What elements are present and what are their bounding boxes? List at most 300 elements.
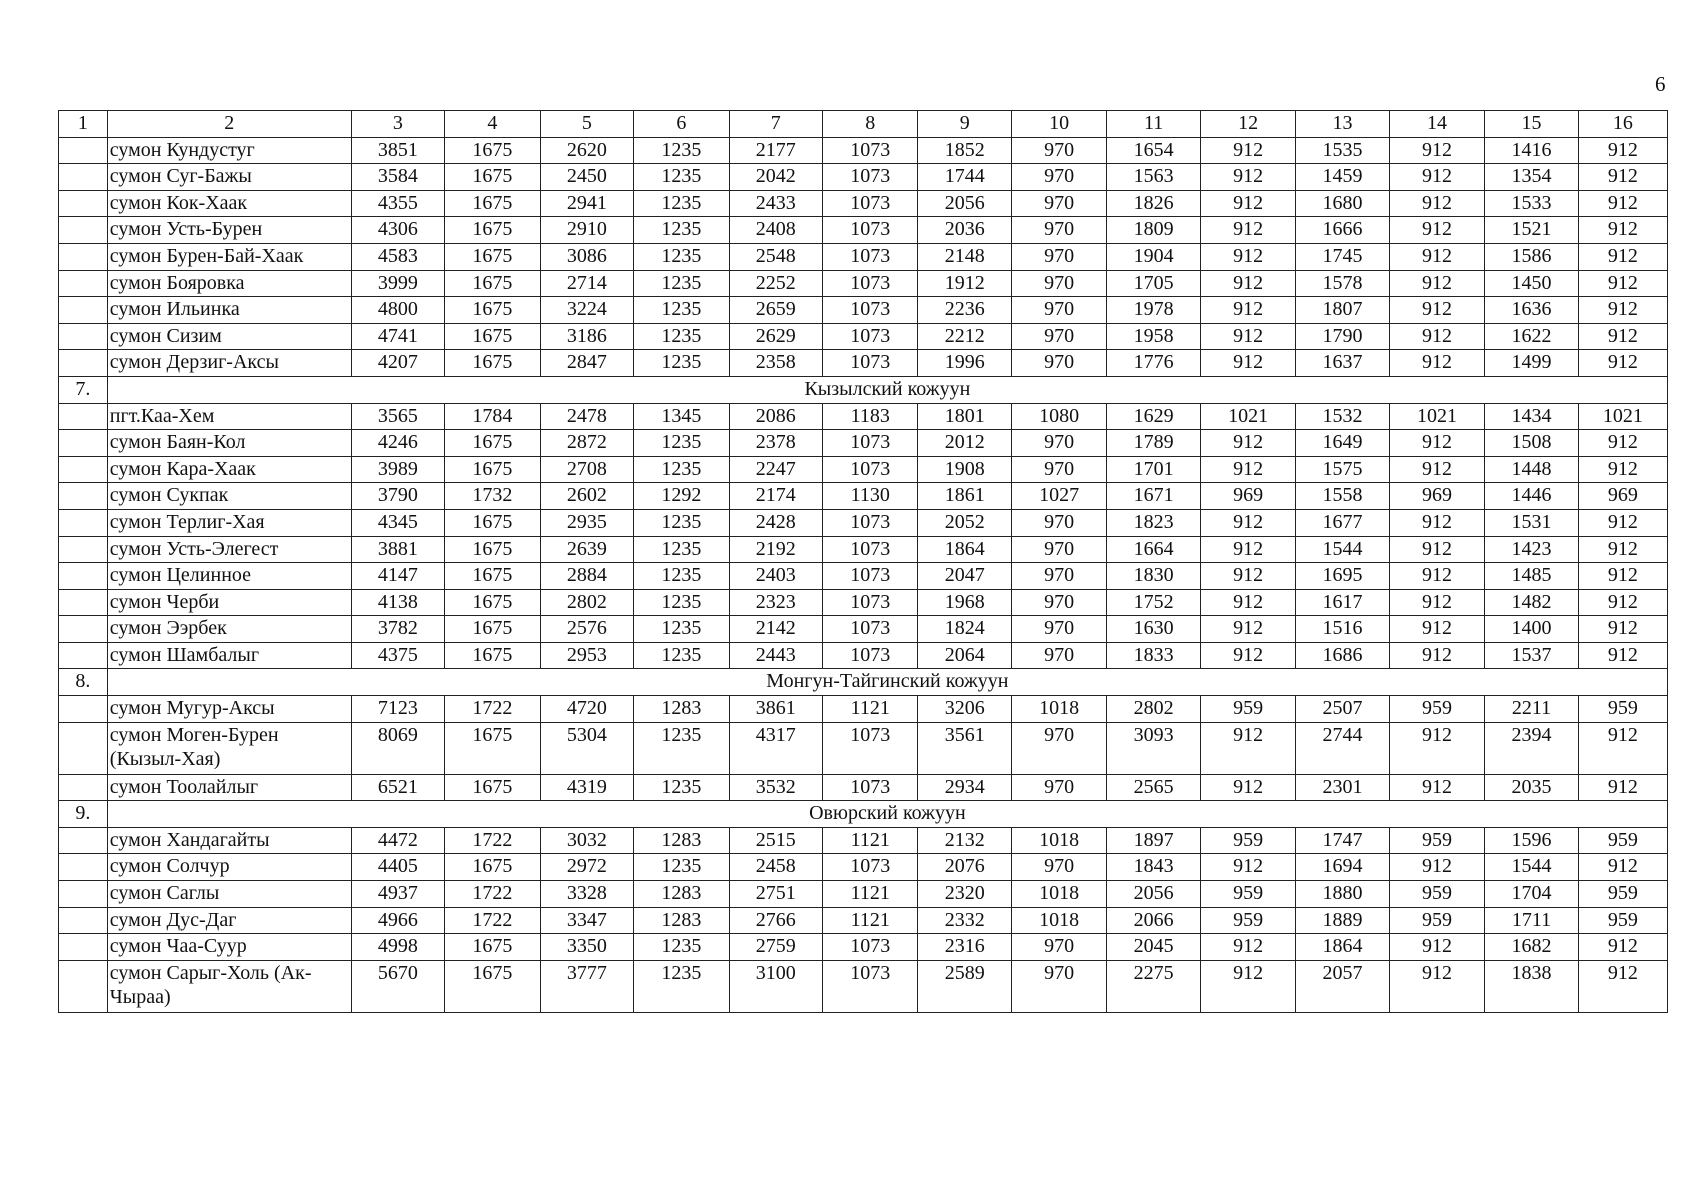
value-cell: 912 <box>1389 350 1485 377</box>
value-cell: 5304 <box>540 722 633 774</box>
value-cell: 970 <box>1011 217 1107 244</box>
row-number-cell <box>59 430 108 457</box>
section-row <box>59 801 1668 828</box>
value-cell: 1018 <box>1011 881 1107 908</box>
row-number-cell <box>59 960 108 1012</box>
value-cell: 1073 <box>822 563 918 590</box>
value-cell: 970 <box>1011 270 1107 297</box>
value-cell: 1833 <box>1107 642 1200 669</box>
value-cell: 1235 <box>634 350 730 377</box>
value-cell: 912 <box>1389 137 1485 164</box>
value-cell: 912 <box>1578 297 1667 324</box>
value-cell: 1021 <box>1389 403 1485 430</box>
value-cell: 3086 <box>540 243 633 270</box>
value-cell: 1978 <box>1107 297 1200 324</box>
value-cell: 970 <box>1011 589 1107 616</box>
value-cell: 1073 <box>822 323 918 350</box>
value-cell: 912 <box>1578 137 1667 164</box>
value-cell: 912 <box>1389 430 1485 457</box>
value-cell: 2620 <box>540 137 633 164</box>
column-header: 1 <box>59 111 108 138</box>
value-cell: 2056 <box>1107 881 1200 908</box>
value-cell: 1235 <box>634 297 730 324</box>
column-header: 9 <box>918 111 1011 138</box>
value-cell: 2192 <box>729 536 822 563</box>
value-cell: 912 <box>1200 854 1296 881</box>
value-cell: 1807 <box>1296 297 1389 324</box>
value-cell: 970 <box>1011 190 1107 217</box>
value-cell: 1705 <box>1107 270 1200 297</box>
value-cell: 1073 <box>822 270 918 297</box>
value-cell: 912 <box>1389 642 1485 669</box>
value-cell: 2086 <box>729 403 822 430</box>
section-number: 9. <box>59 801 108 828</box>
value-cell: 1073 <box>822 456 918 483</box>
settlement-name: сумон Черби <box>107 589 351 616</box>
value-cell: 1680 <box>1296 190 1389 217</box>
value-cell: 970 <box>1011 774 1107 801</box>
value-cell: 959 <box>1200 881 1296 908</box>
value-cell: 1235 <box>634 323 730 350</box>
value-cell: 3565 <box>351 403 444 430</box>
value-cell: 2443 <box>729 642 822 669</box>
settlement-name: сумон Бояровка <box>107 270 351 297</box>
value-cell: 1675 <box>445 774 541 801</box>
table-row <box>59 536 1668 563</box>
value-cell: 912 <box>1578 960 1667 1012</box>
value-cell: 1745 <box>1296 243 1389 270</box>
value-cell: 2332 <box>918 907 1011 934</box>
value-cell: 970 <box>1011 243 1107 270</box>
value-cell: 912 <box>1200 722 1296 774</box>
value-cell: 1843 <box>1107 854 1200 881</box>
value-cell: 1880 <box>1296 881 1389 908</box>
value-cell: 1121 <box>822 907 918 934</box>
value-cell: 912 <box>1200 536 1296 563</box>
value-cell: 1578 <box>1296 270 1389 297</box>
value-cell: 1637 <box>1296 350 1389 377</box>
column-header: 12 <box>1200 111 1296 138</box>
value-cell: 1073 <box>822 616 918 643</box>
value-cell: 1823 <box>1107 509 1200 536</box>
table-row <box>59 934 1668 961</box>
value-cell: 1912 <box>918 270 1011 297</box>
value-cell: 2548 <box>729 243 822 270</box>
value-cell: 2589 <box>918 960 1011 1012</box>
value-cell: 1446 <box>1485 483 1578 510</box>
value-cell: 1622 <box>1485 323 1578 350</box>
value-cell: 970 <box>1011 323 1107 350</box>
value-cell: 1675 <box>445 960 541 1012</box>
value-cell: 1459 <box>1296 164 1389 191</box>
value-cell: 912 <box>1200 589 1296 616</box>
value-cell: 1722 <box>445 827 541 854</box>
value-cell: 2012 <box>918 430 1011 457</box>
table-row <box>59 827 1668 854</box>
value-cell: 2056 <box>918 190 1011 217</box>
value-cell: 1544 <box>1485 854 1578 881</box>
value-cell: 1675 <box>445 270 541 297</box>
value-cell: 3350 <box>540 934 633 961</box>
value-cell: 1423 <box>1485 536 1578 563</box>
value-cell: 959 <box>1389 696 1485 723</box>
value-cell: 2275 <box>1107 960 1200 1012</box>
value-cell: 1675 <box>445 589 541 616</box>
value-cell: 912 <box>1389 589 1485 616</box>
value-cell: 2972 <box>540 854 633 881</box>
value-cell: 1021 <box>1578 403 1667 430</box>
value-cell: 1586 <box>1485 243 1578 270</box>
value-cell: 1235 <box>634 270 730 297</box>
value-cell: 912 <box>1389 722 1485 774</box>
value-cell: 1073 <box>822 642 918 669</box>
value-cell: 1073 <box>822 350 918 377</box>
section-row <box>59 669 1668 696</box>
value-cell: 912 <box>1578 774 1667 801</box>
value-cell: 2802 <box>540 589 633 616</box>
value-cell: 5670 <box>351 960 444 1012</box>
value-cell: 2450 <box>540 164 633 191</box>
settlement-name: сумон Кундустуг <box>107 137 351 164</box>
value-cell: 2047 <box>918 563 1011 590</box>
value-cell: 1996 <box>918 350 1011 377</box>
value-cell: 1629 <box>1107 403 1200 430</box>
value-cell: 1283 <box>634 907 730 934</box>
settlement-name: сумон Дус-Даг <box>107 907 351 934</box>
value-cell: 1535 <box>1296 137 1389 164</box>
column-header: 2 <box>107 111 351 138</box>
column-header: 14 <box>1389 111 1485 138</box>
value-cell: 1416 <box>1485 137 1578 164</box>
value-cell: 2064 <box>918 642 1011 669</box>
value-cell: 969 <box>1578 483 1667 510</box>
value-cell: 1747 <box>1296 827 1389 854</box>
value-cell: 2212 <box>918 323 1011 350</box>
value-cell: 969 <box>1389 483 1485 510</box>
row-number-cell <box>59 722 108 774</box>
value-cell: 1235 <box>634 456 730 483</box>
value-cell: 4345 <box>351 509 444 536</box>
value-cell: 1904 <box>1107 243 1200 270</box>
table-row <box>59 907 1668 934</box>
value-cell: 1666 <box>1296 217 1389 244</box>
value-cell: 3224 <box>540 297 633 324</box>
table-row <box>59 164 1668 191</box>
value-cell: 1630 <box>1107 616 1200 643</box>
row-number-cell <box>59 881 108 908</box>
table-row <box>59 483 1668 510</box>
value-cell: 2910 <box>540 217 633 244</box>
row-number-cell <box>59 696 108 723</box>
value-cell: 1789 <box>1107 430 1200 457</box>
value-cell: 1695 <box>1296 563 1389 590</box>
value-cell: 912 <box>1389 774 1485 801</box>
page-number: 6 <box>1655 72 1666 96</box>
value-cell: 912 <box>1389 323 1485 350</box>
value-cell: 1864 <box>918 536 1011 563</box>
row-number-cell <box>59 217 108 244</box>
table-row <box>59 270 1668 297</box>
value-cell: 1701 <box>1107 456 1200 483</box>
value-cell: 2042 <box>729 164 822 191</box>
value-cell: 912 <box>1578 270 1667 297</box>
value-cell: 8069 <box>351 722 444 774</box>
column-header: 6 <box>634 111 730 138</box>
value-cell: 2884 <box>540 563 633 590</box>
value-cell: 1675 <box>445 456 541 483</box>
value-cell: 4583 <box>351 243 444 270</box>
settlement-name: сумон Мугур-Аксы <box>107 696 351 723</box>
settlement-name: сумон Целинное <box>107 563 351 590</box>
value-cell: 1675 <box>445 616 541 643</box>
value-cell: 7123 <box>351 696 444 723</box>
value-cell: 1073 <box>822 536 918 563</box>
value-cell: 912 <box>1578 430 1667 457</box>
value-cell: 1073 <box>822 960 918 1012</box>
table-row <box>59 589 1668 616</box>
table-row <box>59 960 1668 1012</box>
value-cell: 4317 <box>729 722 822 774</box>
value-cell: 2576 <box>540 616 633 643</box>
table-row <box>59 881 1668 908</box>
column-header: 15 <box>1485 111 1578 138</box>
row-number-cell <box>59 589 108 616</box>
value-cell: 1235 <box>634 934 730 961</box>
value-cell: 2174 <box>729 483 822 510</box>
value-cell: 1434 <box>1485 403 1578 430</box>
value-cell: 2744 <box>1296 722 1389 774</box>
table-row <box>59 243 1668 270</box>
row-number-cell <box>59 483 108 510</box>
value-cell: 1292 <box>634 483 730 510</box>
settlement-name: сумон Чаа-Суур <box>107 934 351 961</box>
value-cell: 912 <box>1200 243 1296 270</box>
section-number: 8. <box>59 669 108 696</box>
value-cell: 1021 <box>1200 403 1296 430</box>
value-cell: 1744 <box>918 164 1011 191</box>
value-cell: 1864 <box>1296 934 1389 961</box>
value-cell: 2872 <box>540 430 633 457</box>
value-cell: 2052 <box>918 509 1011 536</box>
value-cell: 4405 <box>351 854 444 881</box>
table-row <box>59 323 1668 350</box>
value-cell: 4138 <box>351 589 444 616</box>
table-row <box>59 774 1668 801</box>
value-cell: 912 <box>1578 563 1667 590</box>
value-cell: 1897 <box>1107 827 1200 854</box>
value-cell: 912 <box>1578 642 1667 669</box>
value-cell: 1675 <box>445 137 541 164</box>
value-cell: 3206 <box>918 696 1011 723</box>
value-cell: 4472 <box>351 827 444 854</box>
value-cell: 912 <box>1578 616 1667 643</box>
value-cell: 1675 <box>445 297 541 324</box>
table-row <box>59 297 1668 324</box>
value-cell: 1532 <box>1296 403 1389 430</box>
settlement-name: сумон Суг-Бажы <box>107 164 351 191</box>
column-header: 4 <box>445 111 541 138</box>
value-cell: 2045 <box>1107 934 1200 961</box>
value-cell: 1080 <box>1011 403 1107 430</box>
value-cell: 1450 <box>1485 270 1578 297</box>
value-cell: 1121 <box>822 827 918 854</box>
settlement-name: сумон Моген-Бурен (Кызыл-Хая) <box>107 722 351 774</box>
table-row <box>59 563 1668 590</box>
value-cell: 1908 <box>918 456 1011 483</box>
value-cell: 1675 <box>445 350 541 377</box>
value-cell: 2659 <box>729 297 822 324</box>
value-cell: 1575 <box>1296 456 1389 483</box>
value-cell: 2142 <box>729 616 822 643</box>
value-cell: 2236 <box>918 297 1011 324</box>
value-cell: 2941 <box>540 190 633 217</box>
value-cell: 3561 <box>918 722 1011 774</box>
value-cell: 1838 <box>1485 960 1578 1012</box>
table-row <box>59 642 1668 669</box>
section-row <box>59 376 1668 403</box>
value-cell: 2301 <box>1296 774 1389 801</box>
value-cell: 2378 <box>729 430 822 457</box>
value-cell: 1073 <box>822 722 918 774</box>
value-cell: 1704 <box>1485 881 1578 908</box>
value-cell: 1073 <box>822 430 918 457</box>
value-cell: 2320 <box>918 881 1011 908</box>
value-cell: 1283 <box>634 696 730 723</box>
value-cell: 1235 <box>634 217 730 244</box>
value-cell: 912 <box>1578 190 1667 217</box>
value-cell: 912 <box>1389 960 1485 1012</box>
value-cell: 1675 <box>445 217 541 244</box>
value-cell: 4741 <box>351 323 444 350</box>
value-cell: 1485 <box>1485 563 1578 590</box>
header-row <box>59 111 1668 138</box>
value-cell: 6521 <box>351 774 444 801</box>
row-number-cell <box>59 854 108 881</box>
value-cell: 2036 <box>918 217 1011 244</box>
value-cell: 1499 <box>1485 350 1578 377</box>
row-number-cell <box>59 243 108 270</box>
value-cell: 912 <box>1578 217 1667 244</box>
table-row <box>59 616 1668 643</box>
value-cell: 912 <box>1578 536 1667 563</box>
value-cell: 1018 <box>1011 907 1107 934</box>
value-cell: 1752 <box>1107 589 1200 616</box>
column-header: 5 <box>540 111 633 138</box>
row-number-cell <box>59 907 108 934</box>
value-cell: 2802 <box>1107 696 1200 723</box>
value-cell: 970 <box>1011 722 1107 774</box>
value-cell: 3851 <box>351 137 444 164</box>
value-cell: 3093 <box>1107 722 1200 774</box>
row-number-cell <box>59 297 108 324</box>
value-cell: 1235 <box>634 960 730 1012</box>
value-cell: 912 <box>1389 854 1485 881</box>
value-cell: 912 <box>1578 589 1667 616</box>
value-cell: 1732 <box>445 483 541 510</box>
value-cell: 2714 <box>540 270 633 297</box>
value-cell: 1521 <box>1485 217 1578 244</box>
value-cell: 912 <box>1578 934 1667 961</box>
value-cell: 912 <box>1200 960 1296 1012</box>
value-cell: 912 <box>1578 164 1667 191</box>
value-cell: 2403 <box>729 563 822 590</box>
value-cell: 1235 <box>634 854 730 881</box>
value-cell: 1677 <box>1296 509 1389 536</box>
value-cell: 1533 <box>1485 190 1578 217</box>
value-cell: 970 <box>1011 642 1107 669</box>
value-cell: 1809 <box>1107 217 1200 244</box>
value-cell: 1073 <box>822 137 918 164</box>
value-cell: 1235 <box>634 722 730 774</box>
value-cell: 3532 <box>729 774 822 801</box>
settlement-name: сумон Терлиг-Хая <box>107 509 351 536</box>
value-cell: 970 <box>1011 350 1107 377</box>
value-cell: 959 <box>1578 907 1667 934</box>
value-cell: 912 <box>1389 563 1485 590</box>
value-cell: 3328 <box>540 881 633 908</box>
value-cell: 1516 <box>1296 616 1389 643</box>
value-cell: 959 <box>1200 907 1296 934</box>
value-cell: 1784 <box>445 403 541 430</box>
value-cell: 2953 <box>540 642 633 669</box>
value-cell: 912 <box>1200 616 1296 643</box>
table-row <box>59 350 1668 377</box>
settlement-name: пгт.Каа-Хем <box>107 403 351 430</box>
value-cell: 959 <box>1200 696 1296 723</box>
table-row <box>59 430 1668 457</box>
value-cell: 959 <box>1200 827 1296 854</box>
value-cell: 912 <box>1389 270 1485 297</box>
value-cell: 912 <box>1578 243 1667 270</box>
value-cell: 1558 <box>1296 483 1389 510</box>
value-cell: 3989 <box>351 456 444 483</box>
value-cell: 1235 <box>634 536 730 563</box>
value-cell: 2515 <box>729 827 822 854</box>
value-cell: 1073 <box>822 164 918 191</box>
value-cell: 912 <box>1200 323 1296 350</box>
value-cell: 959 <box>1578 881 1667 908</box>
settlement-name: сумон Тоолайлыг <box>107 774 351 801</box>
value-cell: 970 <box>1011 854 1107 881</box>
value-cell: 959 <box>1389 827 1485 854</box>
value-cell: 1283 <box>634 827 730 854</box>
column-header: 10 <box>1011 111 1107 138</box>
value-cell: 1235 <box>634 589 730 616</box>
value-cell: 1544 <box>1296 536 1389 563</box>
value-cell: 1073 <box>822 297 918 324</box>
value-cell: 4937 <box>351 881 444 908</box>
value-cell: 4800 <box>351 297 444 324</box>
settlement-name: сумон Саглы <box>107 881 351 908</box>
value-cell: 1537 <box>1485 642 1578 669</box>
row-number-cell <box>59 190 108 217</box>
settlement-name: сумон Сарыг-Холь (Ак-Чыраа) <box>107 960 351 1012</box>
value-cell: 1235 <box>634 509 730 536</box>
value-cell: 912 <box>1389 456 1485 483</box>
value-cell: 3777 <box>540 960 633 1012</box>
value-cell: 1830 <box>1107 563 1200 590</box>
value-cell: 959 <box>1389 881 1485 908</box>
value-cell: 2132 <box>918 827 1011 854</box>
value-cell: 970 <box>1011 164 1107 191</box>
value-cell: 970 <box>1011 430 1107 457</box>
value-cell: 970 <box>1011 137 1107 164</box>
value-cell: 1617 <box>1296 589 1389 616</box>
row-number-cell <box>59 536 108 563</box>
value-cell: 912 <box>1200 270 1296 297</box>
column-header: 8 <box>822 111 918 138</box>
value-cell: 2316 <box>918 934 1011 961</box>
